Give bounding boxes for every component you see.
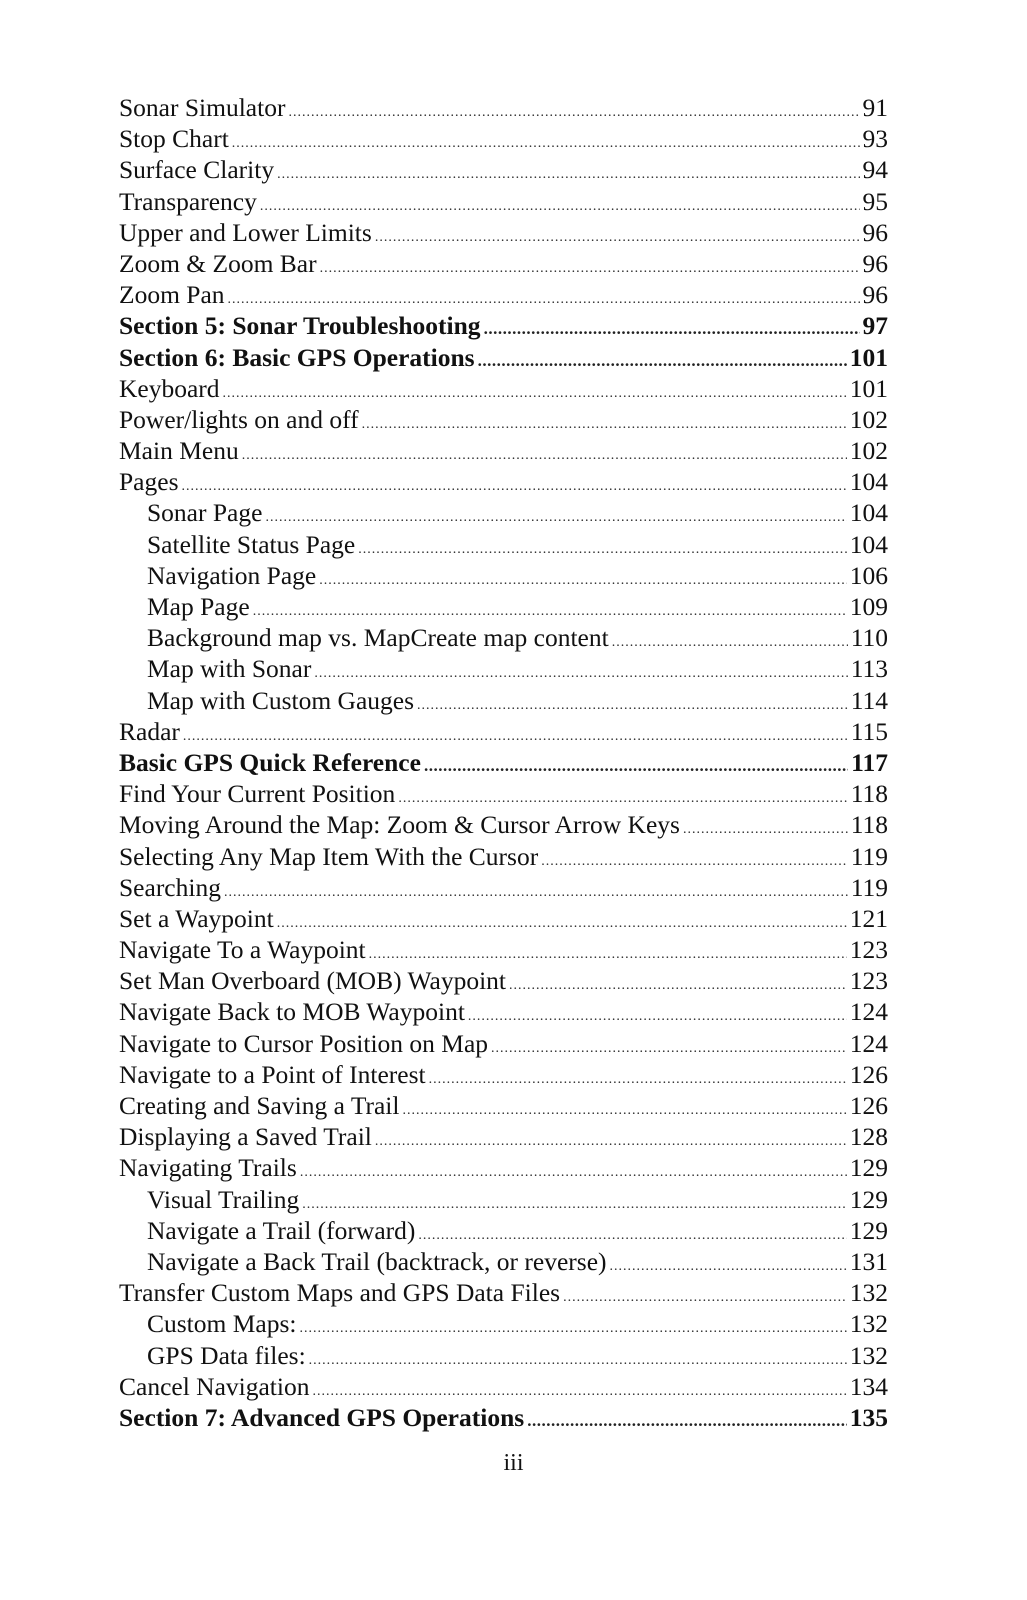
toc-entry-page: 132 [849,1278,888,1308]
toc-entry-page: 119 [850,841,888,871]
toc-dot-leader [468,1001,847,1032]
toc-entry-title: Section 6: Basic GPS Operations [119,342,475,372]
toc-entry-page: 110 [850,623,888,653]
toc-entry-title: Transparency [119,186,257,216]
toc-entry-title: Map with Custom Gauges [147,685,415,715]
toc-entry-page: 128 [849,1122,888,1152]
toc-entry-page: 129 [849,1153,888,1183]
toc-entry[interactable] [119,934,888,965]
toc-entry-title: Navigate a Trail (forward) [147,1215,416,1245]
toc-entry-page: 115 [850,716,888,746]
toc-entry-page: 101 [849,342,888,372]
toc-entry-title: Navigate to a Point of Interest [119,1059,426,1089]
toc-entry-page: 132 [849,1309,888,1339]
toc-dot-leader [612,627,848,658]
toc-entry-title: Visual Trailing [147,1184,300,1214]
toc-entry-title: Searching [119,872,221,902]
toc-entry-title: Radar [119,716,180,746]
toc-dot-leader [319,565,847,596]
toc-entry[interactable] [119,466,888,497]
toc-entry-title: Map Page [147,592,250,621]
toc-dot-leader [402,1095,846,1126]
toc-dot-leader [242,440,847,471]
toc-entry-title: Zoom & Zoom Bar [119,248,317,278]
toc-entry[interactable] [119,123,888,154]
toc-entry-title: Find Your Current Position [119,779,396,809]
toc-entry[interactable] [119,154,888,185]
toc-dot-leader [478,345,847,376]
toc-entry-page: 117 [851,747,888,777]
toc-entry-title: Map with Sonar [147,654,312,684]
toc-entry-page: 106 [849,560,888,590]
page-number: iii [503,1450,524,1476]
toc-entry[interactable] [119,809,888,840]
toc-dot-leader [610,1251,847,1282]
toc-dot-leader [563,1282,847,1313]
toc-entry-title: Upper and Lower Limits [119,217,372,247]
toc-dot-leader [484,313,860,344]
toc-entry-page: 132 [849,1340,888,1370]
toc-entry-page: 123 [849,966,888,996]
toc-entry[interactable] [119,1402,888,1433]
toc-entry[interactable] [119,965,888,996]
toc-entry[interactable] [119,1215,888,1246]
toc-entry[interactable] [119,1184,888,1215]
toc-dot-leader [541,846,847,877]
toc-dot-leader [683,814,848,845]
toc-entry-title: Selecting Any Map Item With the Cursor [119,841,539,871]
toc-entry[interactable] [119,248,888,279]
toc-dot-leader [527,1405,847,1436]
toc-dot-leader [417,690,848,721]
toc-entry-page: 94 [862,155,888,185]
toc-entry-title: Moving Around the Map: Zoom & Cursor Arrow Keys [119,810,680,840]
toc-entry[interactable] [119,1121,888,1152]
toc-entry-page: 119 [850,872,888,902]
toc-entry-title: Displaying a Saved Trail [119,1122,372,1152]
toc-entry[interactable] [119,653,888,684]
toc-entry-page: 97 [862,311,888,341]
toc-entry[interactable] [119,903,888,934]
toc-entry[interactable] [119,1028,888,1059]
toc-entry-page: 96 [862,248,888,278]
toc-entry-page: 134 [849,1371,888,1401]
toc-entry-title: Section 5: Sonar Troubleshooting [119,311,481,341]
toc-dot-leader [362,409,847,440]
toc-dot-leader [224,877,848,908]
toc-entry-title: Cancel Navigation [119,1371,310,1401]
toc-entry-title: Basic GPS Quick Reference [119,747,421,777]
toc-entry[interactable] [119,560,888,591]
toc-entry-title: Satellite Status Page [147,529,356,559]
toc-entry-title: Sonar Simulator [119,93,286,122]
toc-entry[interactable] [119,279,888,310]
toc-dot-leader [299,1313,846,1344]
toc-entry-page: 95 [862,186,888,216]
toc-entry-title: Custom Maps: [147,1309,297,1339]
toc-entry-page: 104 [849,498,888,528]
toc-entry[interactable] [119,1308,888,1339]
toc-entry[interactable] [119,1090,888,1121]
toc-entry[interactable] [119,373,888,404]
toc-dot-leader [232,128,860,159]
toc-entry-page: 109 [849,592,888,621]
toc-entry-title: Background map vs. MapCreate map content [147,623,609,653]
toc-entry-page: 118 [850,779,888,809]
toc-entry-page: 113 [850,654,888,684]
toc-entry[interactable] [119,529,888,560]
toc-entry-title: Power/lights on and off [119,404,359,434]
toc-entry[interactable] [119,841,888,872]
toc-entry[interactable] [119,1277,888,1308]
toc-entry-page: 102 [849,436,888,466]
toc-dot-leader [375,222,860,253]
toc-entry-page: 121 [849,903,888,933]
toc-entry-title: Navigate To a Waypoint [119,935,366,965]
toc-entry-page: 126 [849,1059,888,1089]
toc-entry[interactable] [119,622,888,653]
table-of-contents [119,92,888,1433]
toc-entry-title: Main Menu [119,436,239,466]
toc-entry-title: Set Man Overboard (MOB) Waypoint [119,966,506,996]
toc-dot-leader [277,159,859,190]
toc-entry-title: Creating and Saving a Trail [119,1091,400,1120]
toc-entry-page: 131 [849,1246,888,1276]
toc-dot-leader [491,1033,847,1064]
toc-entry[interactable] [119,217,888,248]
toc-entry[interactable] [119,342,888,373]
toc-entry-title: Surface Clarity [119,155,275,185]
toc-entry[interactable] [119,685,888,716]
toc-entry-title: GPS Data files: [147,1340,306,1370]
toc-entry-title: Navigate to Cursor Position on Map [119,1028,489,1058]
toc-entry-title: Keyboard [119,373,220,403]
toc-entry[interactable] [119,747,888,778]
toc-entry-page: 91 [862,93,888,122]
toc-entry-title: Pages [119,467,179,497]
toc-dot-leader [375,1126,847,1157]
toc-dot-leader [182,471,847,502]
toc-entry-title: Navigate Back to MOB Waypoint [119,997,465,1027]
toc-entry-title: Zoom Pan [119,280,225,310]
toc-entry[interactable] [119,310,888,341]
toc-dot-leader [288,97,859,128]
toc-dot-leader [309,1345,847,1376]
toc-entry-title: Transfer Custom Maps and GPS Data Files [119,1278,561,1308]
toc-entry-title: Navigate a Back Trail (backtrack, or reverse) [147,1246,607,1276]
toc-entry[interactable] [119,186,888,217]
toc-entry-page: 96 [862,217,888,247]
toc-dot-leader [358,534,847,565]
toc-dot-leader [429,1064,847,1095]
toc-entry[interactable] [119,435,888,466]
toc-entry-page: 114 [850,685,888,715]
toc-entry-title: Section 7: Advanced GPS Operations [119,1402,525,1432]
toc-entry-page: 124 [849,1028,888,1058]
toc-entry-page: 135 [849,1402,888,1432]
toc-entry[interactable] [119,1152,888,1183]
toc-entry-page: 96 [862,280,888,310]
toc-entry-title: Sonar Page [147,498,263,528]
toc-entry-title: Navigating Trails [119,1153,297,1183]
toc-entry[interactable] [119,497,888,528]
toc-entry-page: 104 [849,467,888,497]
toc-entry-page: 129 [849,1215,888,1245]
toc-entry[interactable] [119,996,888,1027]
toc-entry[interactable] [119,1059,888,1090]
toc-entry-page: 101 [849,373,888,403]
toc-entry-page: 102 [849,404,888,434]
toc-entry-title: Set a Waypoint [119,903,274,933]
toc-entry[interactable] [119,591,888,622]
toc-entry[interactable] [119,716,888,747]
toc-entry[interactable] [119,778,888,809]
toc-dot-leader [320,253,860,284]
toc-entry-title: Stop Chart [119,124,229,154]
toc-entry-page: 126 [849,1091,888,1120]
toc-dot-leader [509,970,847,1001]
toc-entry-page: 129 [849,1184,888,1214]
toc-entry[interactable] [119,1340,888,1371]
toc-entry[interactable] [119,1246,888,1277]
toc-entry-page: 118 [850,810,888,840]
toc-entry-page: 104 [849,529,888,559]
toc-entry[interactable] [119,404,888,435]
toc-entry-page: 93 [862,124,888,154]
toc-entry[interactable] [119,92,888,123]
toc-dot-leader [424,750,848,781]
toc-entry[interactable] [119,1371,888,1402]
toc-entry-page: 123 [849,935,888,965]
toc-entry-page: 124 [849,997,888,1027]
toc-entry[interactable] [119,872,888,903]
toc-dot-leader [300,1157,847,1188]
toc-entry-title: Navigation Page [147,560,317,590]
